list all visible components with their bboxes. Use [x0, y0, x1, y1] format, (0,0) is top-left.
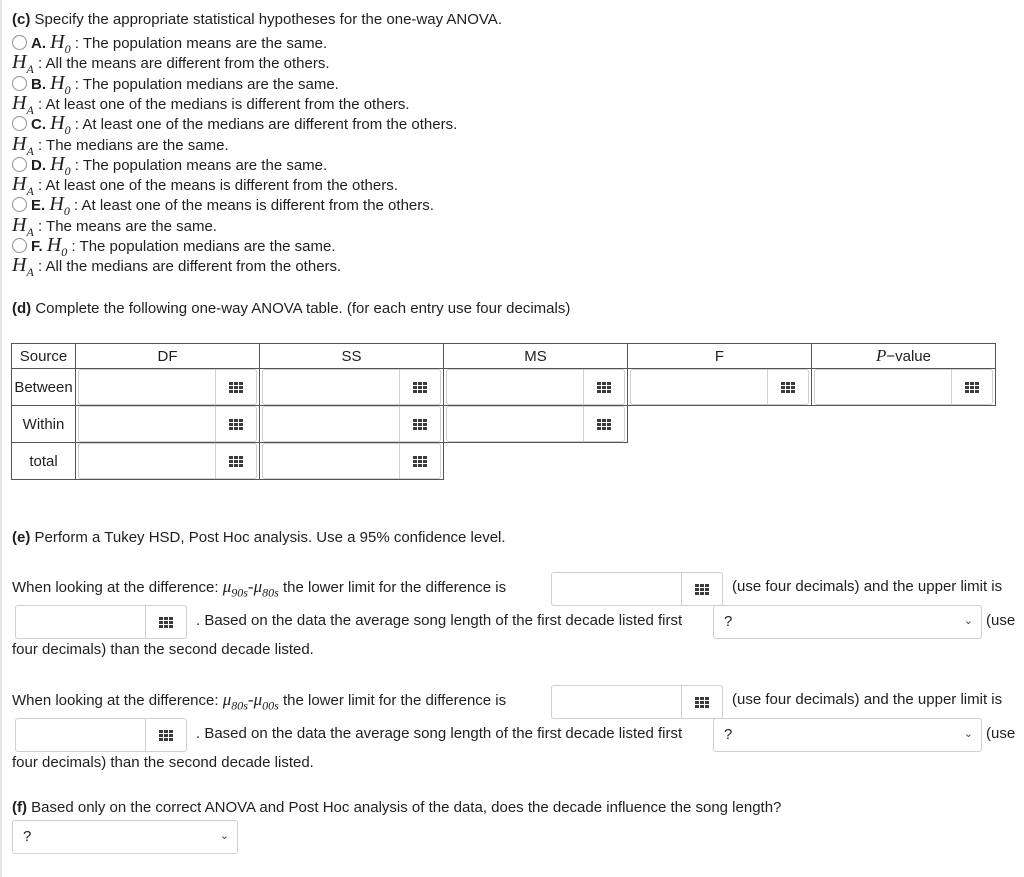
q1-end-text: four decimals) than the second decade listed. — [12, 641, 314, 658]
keypad-button[interactable] — [681, 686, 722, 718]
keypad-button[interactable] — [399, 444, 440, 478]
chevron-down-icon: ⌄ — [219, 830, 229, 842]
q1-use-text: (use — [986, 612, 1016, 629]
keypad-icon — [781, 382, 795, 393]
keypad-button[interactable] — [215, 444, 256, 478]
keypad-button[interactable] — [215, 407, 256, 441]
keypad-icon — [229, 382, 243, 393]
keypad-icon — [597, 419, 611, 430]
within-ms-input[interactable] — [446, 406, 625, 442]
row-label-between: Between — [12, 369, 76, 406]
within-df-input[interactable] — [78, 406, 257, 442]
tukey-q1-text: When looking at the difference: $\mu_{90s}-\mu_{80s}$ the lower limit for the difference is — [12, 577, 507, 600]
option-alt-hypothesis: $H_A$ : All the medians are different from the others. — [12, 254, 342, 280]
q1-lower-limit-input[interactable] — [551, 572, 723, 606]
between-df-input[interactable] — [78, 369, 257, 405]
keypad-button[interactable] — [583, 407, 624, 441]
col-f: F — [628, 344, 812, 369]
option-c[interactable]: C. $H_0$ : At least one of the medians are different from the others. — [12, 113, 457, 140]
q2-lower-limit-input[interactable] — [551, 685, 723, 719]
keypad-icon — [413, 456, 427, 467]
anova-header-row — [12, 344, 996, 369]
option-alt-hypothesis: $H_A$ : At least one of the medians is different from the others. — [12, 91, 410, 117]
option-alt-hypothesis: $H_A$ : All the means are different from the others. — [12, 51, 330, 77]
option-alt-hypothesis: $H_A$ : The means are the same. — [12, 213, 217, 239]
anova-row-within — [12, 406, 996, 443]
keypad-icon — [159, 730, 173, 741]
anova-row-total — [12, 443, 996, 480]
between-ms-input[interactable] — [446, 369, 625, 405]
keypad-icon — [695, 697, 709, 708]
part-d-heading: (d) Complete the following one-way ANOVA table. (for each entry use four decimals) — [12, 300, 571, 317]
keypad-button[interactable] — [399, 370, 440, 404]
col-ms: MS — [444, 344, 628, 369]
radio-button[interactable] — [12, 157, 27, 172]
keypad-icon — [413, 419, 427, 430]
option-d[interactable]: D. $H_0$ : The population means are the same. — [12, 154, 327, 181]
row-label-within: Within — [12, 406, 76, 443]
col-pvalue: P−value — [812, 344, 996, 369]
keypad-button[interactable] — [583, 370, 624, 404]
q2-use-text: (use — [986, 725, 1016, 742]
option-b[interactable]: B. $H_0$ : The population medians are the same. — [12, 73, 339, 100]
anova-table — [11, 343, 996, 480]
keypad-button[interactable] — [145, 606, 186, 638]
col-df: DF — [76, 344, 260, 369]
option-alt-hypothesis: $H_A$ : The medians are the same. — [12, 132, 229, 158]
q2-tail-text: (use four decimals) and the upper limit is — [732, 691, 1003, 708]
keypad-button[interactable] — [767, 370, 808, 404]
keypad-icon — [965, 382, 979, 393]
radio-button[interactable] — [12, 238, 27, 253]
q2-based-text: . Based on the data the average song length of the first decade listed first — [196, 725, 683, 742]
keypad-button[interactable] — [951, 370, 992, 404]
part-c-heading: (c) Specify the appropriate statistical hypotheses for the one-way ANOVA. — [12, 11, 502, 28]
between-ss-input[interactable] — [262, 369, 441, 405]
radio-button[interactable] — [12, 197, 27, 212]
radio-button[interactable] — [12, 35, 27, 50]
keypad-button[interactable] — [145, 719, 186, 751]
row-label-total: total — [12, 443, 76, 480]
q2-comparison-select[interactable]: ? ⌄ — [713, 718, 982, 752]
part-f-heading: (f) Based only on the correct ANOVA and Post Hoc analysis of the data, does the decade influence the song length? — [12, 799, 782, 816]
within-ss-input[interactable] — [262, 406, 441, 442]
keypad-button[interactable] — [215, 370, 256, 404]
tukey-q2-text: When looking at the difference: $\mu_{80s}-\mu_{00s}$ the lower limit for the difference is — [12, 690, 507, 713]
total-ss-input[interactable] — [262, 443, 441, 479]
radio-button[interactable] — [12, 116, 27, 131]
keypad-button[interactable] — [399, 407, 440, 441]
between-f-input[interactable] — [630, 369, 809, 405]
option-f[interactable]: F. $H_0$ : The population medians are the same. — [12, 235, 336, 262]
total-df-input[interactable] — [78, 443, 257, 479]
chevron-down-icon: ⌄ — [963, 728, 973, 740]
q1-comparison-select[interactable]: ? ⌄ — [713, 605, 982, 639]
keypad-icon — [229, 456, 243, 467]
option-alt-hypothesis: $H_A$ : At least one of the means is different from the others. — [12, 173, 398, 199]
option-e[interactable]: E. $H_0$ : At least one of the means is different from the others. — [12, 194, 434, 221]
option-a[interactable]: A. $H_0$ : The population means are the same. — [12, 32, 327, 59]
keypad-icon — [695, 584, 709, 595]
left-border — [0, 0, 2, 877]
between-pvalue-input[interactable] — [814, 369, 993, 405]
decade-influence-select[interactable]: ? ⌄ — [12, 820, 238, 854]
keypad-icon — [597, 382, 611, 393]
keypad-icon — [413, 382, 427, 393]
q1-based-text: . Based on the data the average song length of the first decade listed first — [196, 612, 683, 629]
q1-tail-text: (use four decimals) and the upper limit is — [732, 578, 1003, 595]
q1-upper-limit-input[interactable] — [15, 605, 187, 639]
keypad-icon — [229, 419, 243, 430]
radio-button[interactable] — [12, 76, 27, 91]
col-source: Source — [12, 344, 76, 369]
q2-upper-limit-input[interactable] — [15, 718, 187, 752]
col-ss: SS — [260, 344, 444, 369]
keypad-icon — [159, 617, 173, 628]
keypad-button[interactable] — [681, 573, 722, 605]
anova-row-between — [12, 369, 996, 406]
chevron-down-icon: ⌄ — [963, 615, 973, 627]
q2-end-text: four decimals) than the second decade listed. — [12, 754, 314, 771]
part-e-heading: (e) Perform a Tukey HSD, Post Hoc analysis. Use a 95% confidence level. — [12, 529, 506, 546]
